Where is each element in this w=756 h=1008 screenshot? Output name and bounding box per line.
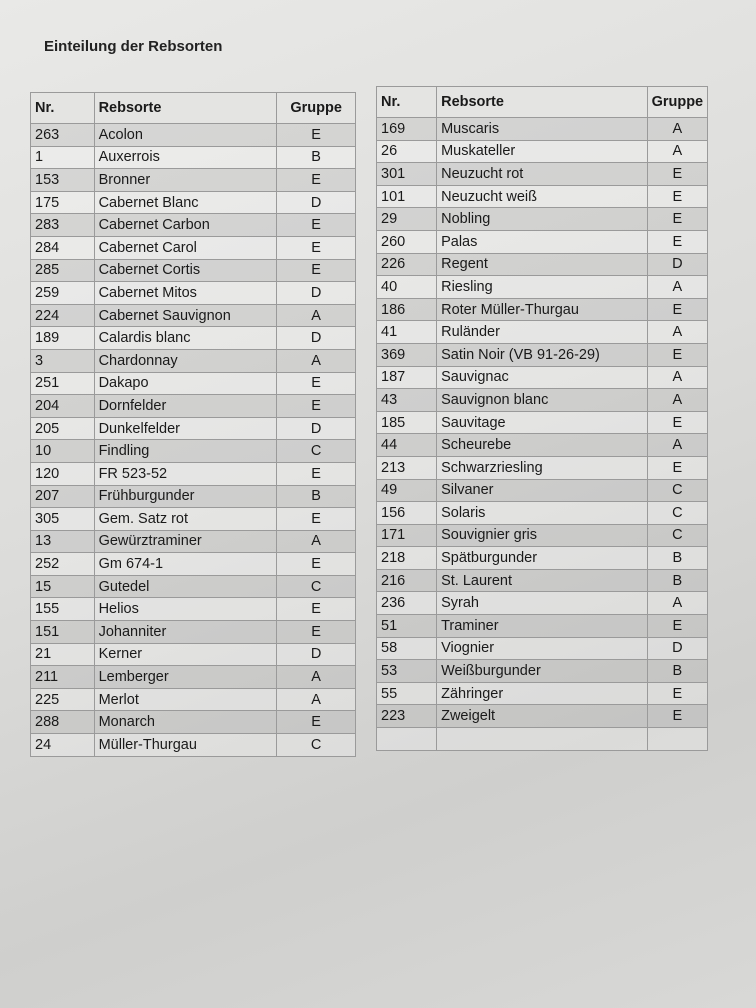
cell-rebsorte: Solaris	[437, 502, 648, 525]
cell-nr: 187	[377, 366, 437, 389]
cell-nr: 301	[377, 163, 437, 186]
cell-nr: 153	[31, 169, 95, 192]
cell-gruppe: A	[277, 304, 356, 327]
cell-nr: 40	[377, 276, 437, 299]
page-title: Einteilung der Rebsorten	[44, 38, 223, 55]
cell-gruppe: E	[277, 508, 356, 531]
table-row	[377, 547, 708, 570]
table-row	[31, 169, 356, 192]
table-row	[377, 298, 708, 321]
cell-gruppe: E	[277, 462, 356, 485]
cell-nr: 185	[377, 411, 437, 434]
table-row	[377, 569, 708, 592]
cell-rebsorte: Frühburgunder	[94, 485, 277, 508]
cell-rebsorte: Gm 674-1	[94, 553, 277, 576]
cell-nr: 260	[377, 230, 437, 253]
table-row	[31, 734, 356, 757]
cell-rebsorte: Sauvignac	[437, 366, 648, 389]
cell-rebsorte: Zweigelt	[437, 705, 648, 728]
cell-gruppe: D	[277, 417, 356, 440]
cell-gruppe: B	[647, 547, 707, 570]
cell-gruppe: E	[647, 411, 707, 434]
cell-rebsorte: Neuzucht rot	[437, 163, 648, 186]
table-row	[31, 282, 356, 305]
cell-nr: 213	[377, 456, 437, 479]
cell-gruppe: E	[277, 372, 356, 395]
cell-gruppe: E	[277, 553, 356, 576]
cell-rebsorte: Johanniter	[94, 621, 277, 644]
cell-rebsorte: Regent	[437, 253, 648, 276]
cell-rebsorte: Gem. Satz rot	[94, 508, 277, 531]
cell-gruppe: D	[277, 191, 356, 214]
cell-rebsorte: Cabernet Sauvignon	[94, 304, 277, 327]
table-row	[377, 615, 708, 638]
table-row	[31, 146, 356, 169]
table-row	[31, 553, 356, 576]
table-row	[31, 666, 356, 689]
cell-rebsorte: Sauvignon blanc	[437, 389, 648, 412]
cell-nr: 225	[31, 688, 95, 711]
cell-gruppe: A	[277, 530, 356, 553]
cell-nr: 120	[31, 462, 95, 485]
table-row	[377, 163, 708, 186]
cell-nr: 49	[377, 479, 437, 502]
cell-nr: 369	[377, 343, 437, 366]
table-row	[377, 118, 708, 141]
cell-rebsorte: Weißburgunder	[437, 660, 648, 683]
table-row	[377, 366, 708, 389]
cell-nr: 223	[377, 705, 437, 728]
cell-nr: 224	[31, 304, 95, 327]
cell-nr: 58	[377, 637, 437, 660]
cell-gruppe: E	[277, 259, 356, 282]
table-row	[377, 276, 708, 299]
header-nr: Nr.	[377, 87, 437, 118]
cell-nr: 41	[377, 321, 437, 344]
cell-gruppe: E	[647, 185, 707, 208]
cell-gruppe: A	[647, 366, 707, 389]
cell-rebsorte: Cabernet Blanc	[94, 191, 277, 214]
cell-nr: 216	[377, 569, 437, 592]
cell-nr: 171	[377, 524, 437, 547]
table-row	[377, 343, 708, 366]
cell-gruppe: B	[277, 485, 356, 508]
cell-nr: 205	[31, 417, 95, 440]
cell-rebsorte: Merlot	[94, 688, 277, 711]
cell-rebsorte: Lemberger	[94, 666, 277, 689]
cell-gruppe: E	[277, 621, 356, 644]
header-gruppe: Gruppe	[647, 87, 707, 118]
cell-gruppe: A	[647, 140, 707, 163]
cell-nr	[377, 728, 437, 751]
cell-nr: 305	[31, 508, 95, 531]
table-row	[31, 349, 356, 372]
table-row	[377, 682, 708, 705]
header-gruppe: Gruppe	[277, 93, 356, 124]
cell-rebsorte: Silvaner	[437, 479, 648, 502]
cell-rebsorte: Sauvitage	[437, 411, 648, 434]
cell-nr: 175	[31, 191, 95, 214]
table-row	[31, 508, 356, 531]
cell-nr: 236	[377, 592, 437, 615]
cell-rebsorte: Muskateller	[437, 140, 648, 163]
cell-nr: 251	[31, 372, 95, 395]
cell-nr: 26	[377, 140, 437, 163]
table-row	[377, 253, 708, 276]
table-row	[31, 621, 356, 644]
cell-nr: 55	[377, 682, 437, 705]
header-rebsorte: Rebsorte	[437, 87, 648, 118]
cell-nr: 169	[377, 118, 437, 141]
cell-rebsorte: Calardis blanc	[94, 327, 277, 350]
cell-rebsorte: Cabernet Mitos	[94, 282, 277, 305]
cell-rebsorte: Viognier	[437, 637, 648, 660]
cell-nr: 263	[31, 124, 95, 147]
table-row	[31, 688, 356, 711]
cell-gruppe: C	[277, 734, 356, 757]
table-row	[31, 575, 356, 598]
cell-nr: 10	[31, 440, 95, 463]
cell-gruppe: A	[277, 666, 356, 689]
cell-gruppe: E	[277, 214, 356, 237]
cell-rebsorte: Souvignier gris	[437, 524, 648, 547]
cell-gruppe: E	[277, 395, 356, 418]
table-row	[377, 185, 708, 208]
table-row	[377, 524, 708, 547]
cell-gruppe: A	[277, 349, 356, 372]
cell-rebsorte: Muscaris	[437, 118, 648, 141]
cell-gruppe: B	[647, 569, 707, 592]
cell-nr: 21	[31, 643, 95, 666]
cell-nr: 15	[31, 575, 95, 598]
cell-rebsorte: Monarch	[94, 711, 277, 734]
cell-rebsorte: Cabernet Cortis	[94, 259, 277, 282]
cell-nr: 29	[377, 208, 437, 231]
table-row	[377, 208, 708, 231]
cell-gruppe: E	[277, 598, 356, 621]
cell-rebsorte: Bronner	[94, 169, 277, 192]
cell-nr: 3	[31, 349, 95, 372]
cell-gruppe: A	[647, 592, 707, 615]
cell-gruppe	[647, 728, 707, 751]
cell-nr: 207	[31, 485, 95, 508]
table-row	[377, 389, 708, 412]
cell-rebsorte	[437, 728, 648, 751]
cell-gruppe: B	[647, 660, 707, 683]
cell-rebsorte: Spätburgunder	[437, 547, 648, 570]
cell-gruppe: E	[647, 705, 707, 728]
cell-gruppe: E	[647, 298, 707, 321]
cell-gruppe: A	[647, 389, 707, 412]
cell-nr: 259	[31, 282, 95, 305]
cell-nr: 155	[31, 598, 95, 621]
table-row	[31, 462, 356, 485]
cell-nr: 226	[377, 253, 437, 276]
table-row	[377, 434, 708, 457]
cell-gruppe: C	[277, 575, 356, 598]
cell-rebsorte: Dunkelfelder	[94, 417, 277, 440]
cell-gruppe: A	[647, 434, 707, 457]
cell-rebsorte: Neuzucht weiß	[437, 185, 648, 208]
cell-gruppe: A	[647, 321, 707, 344]
cell-rebsorte: Helios	[94, 598, 277, 621]
table-row	[377, 140, 708, 163]
cell-gruppe: A	[647, 276, 707, 299]
cell-gruppe: C	[647, 479, 707, 502]
header-nr: Nr.	[31, 93, 95, 124]
table-row	[31, 236, 356, 259]
table-row	[377, 660, 708, 683]
header-rebsorte: Rebsorte	[94, 93, 277, 124]
cell-rebsorte: Kerner	[94, 643, 277, 666]
cell-gruppe: D	[277, 643, 356, 666]
table-row	[31, 124, 356, 147]
cell-gruppe: E	[647, 343, 707, 366]
cell-nr: 284	[31, 236, 95, 259]
table-row	[377, 592, 708, 615]
table-row	[377, 502, 708, 525]
cell-rebsorte: Riesling	[437, 276, 648, 299]
table-row	[31, 711, 356, 734]
cell-nr: 53	[377, 660, 437, 683]
cell-rebsorte: Cabernet Carbon	[94, 214, 277, 237]
cell-nr: 1	[31, 146, 95, 169]
table-row	[377, 411, 708, 434]
table-row	[377, 728, 708, 751]
cell-nr: 288	[31, 711, 95, 734]
table-row	[31, 598, 356, 621]
cell-nr: 283	[31, 214, 95, 237]
cell-nr: 43	[377, 389, 437, 412]
cell-gruppe: E	[647, 615, 707, 638]
cell-nr: 151	[31, 621, 95, 644]
cell-gruppe: E	[647, 230, 707, 253]
cell-gruppe: E	[647, 456, 707, 479]
cell-nr: 204	[31, 395, 95, 418]
table-row	[31, 191, 356, 214]
cell-nr: 218	[377, 547, 437, 570]
cell-rebsorte: Findling	[94, 440, 277, 463]
cell-rebsorte: Dakapo	[94, 372, 277, 395]
table-row	[377, 637, 708, 660]
table-row	[31, 259, 356, 282]
cell-rebsorte: St. Laurent	[437, 569, 648, 592]
table-row	[31, 395, 356, 418]
table-row	[31, 643, 356, 666]
cell-rebsorte: Auxerrois	[94, 146, 277, 169]
cell-gruppe: E	[277, 711, 356, 734]
cell-rebsorte: Zähringer	[437, 682, 648, 705]
cell-rebsorte: Nobling	[437, 208, 648, 231]
cell-rebsorte: Müller-Thurgau	[94, 734, 277, 757]
cell-rebsorte: Traminer	[437, 615, 648, 638]
cell-gruppe: B	[277, 146, 356, 169]
cell-nr: 51	[377, 615, 437, 638]
cell-gruppe: A	[647, 118, 707, 141]
table-row	[31, 485, 356, 508]
cell-gruppe: E	[647, 682, 707, 705]
table-row	[31, 530, 356, 553]
cell-rebsorte: Schwarzriesling	[437, 456, 648, 479]
cell-rebsorte: Cabernet Carol	[94, 236, 277, 259]
table-row	[31, 372, 356, 395]
cell-gruppe: D	[277, 327, 356, 350]
cell-rebsorte: Chardonnay	[94, 349, 277, 372]
table-header-row	[377, 87, 708, 118]
cell-nr: 189	[31, 327, 95, 350]
cell-rebsorte: Scheurebe	[437, 434, 648, 457]
cell-gruppe: E	[277, 124, 356, 147]
table-row	[377, 230, 708, 253]
cell-gruppe: D	[647, 637, 707, 660]
table-header-row	[31, 93, 356, 124]
cell-rebsorte: Dornfelder	[94, 395, 277, 418]
cell-gruppe: C	[647, 502, 707, 525]
table-row	[377, 456, 708, 479]
cell-rebsorte: Satin Noir (VB 91-26-29)	[437, 343, 648, 366]
table-row	[31, 440, 356, 463]
cell-nr: 211	[31, 666, 95, 689]
table-row	[31, 214, 356, 237]
cell-rebsorte: Gewürztraminer	[94, 530, 277, 553]
grape-table-left	[30, 92, 356, 757]
cell-rebsorte: Roter Müller-Thurgau	[437, 298, 648, 321]
cell-gruppe: C	[277, 440, 356, 463]
table-row	[31, 327, 356, 350]
cell-gruppe: A	[277, 688, 356, 711]
cell-rebsorte: FR 523-52	[94, 462, 277, 485]
cell-rebsorte: Gutedel	[94, 575, 277, 598]
table-row	[31, 304, 356, 327]
cell-rebsorte: Ruländer	[437, 321, 648, 344]
cell-gruppe: E	[277, 236, 356, 259]
cell-nr: 285	[31, 259, 95, 282]
table-row	[377, 479, 708, 502]
cell-rebsorte: Syrah	[437, 592, 648, 615]
cell-gruppe: E	[277, 169, 356, 192]
cell-nr: 44	[377, 434, 437, 457]
table-row	[31, 417, 356, 440]
table-row	[377, 705, 708, 728]
cell-gruppe: E	[647, 208, 707, 231]
cell-rebsorte: Palas	[437, 230, 648, 253]
cell-gruppe: C	[647, 524, 707, 547]
grape-table-left-body	[31, 124, 356, 757]
cell-nr: 101	[377, 185, 437, 208]
cell-gruppe: D	[277, 282, 356, 305]
table-row	[377, 321, 708, 344]
cell-nr: 24	[31, 734, 95, 757]
grape-table-right-body	[377, 118, 708, 751]
cell-gruppe: E	[647, 163, 707, 186]
cell-nr: 13	[31, 530, 95, 553]
cell-gruppe: D	[647, 253, 707, 276]
cell-nr: 156	[377, 502, 437, 525]
grape-table-right	[376, 86, 708, 751]
cell-rebsorte: Acolon	[94, 124, 277, 147]
cell-nr: 186	[377, 298, 437, 321]
cell-nr: 252	[31, 553, 95, 576]
